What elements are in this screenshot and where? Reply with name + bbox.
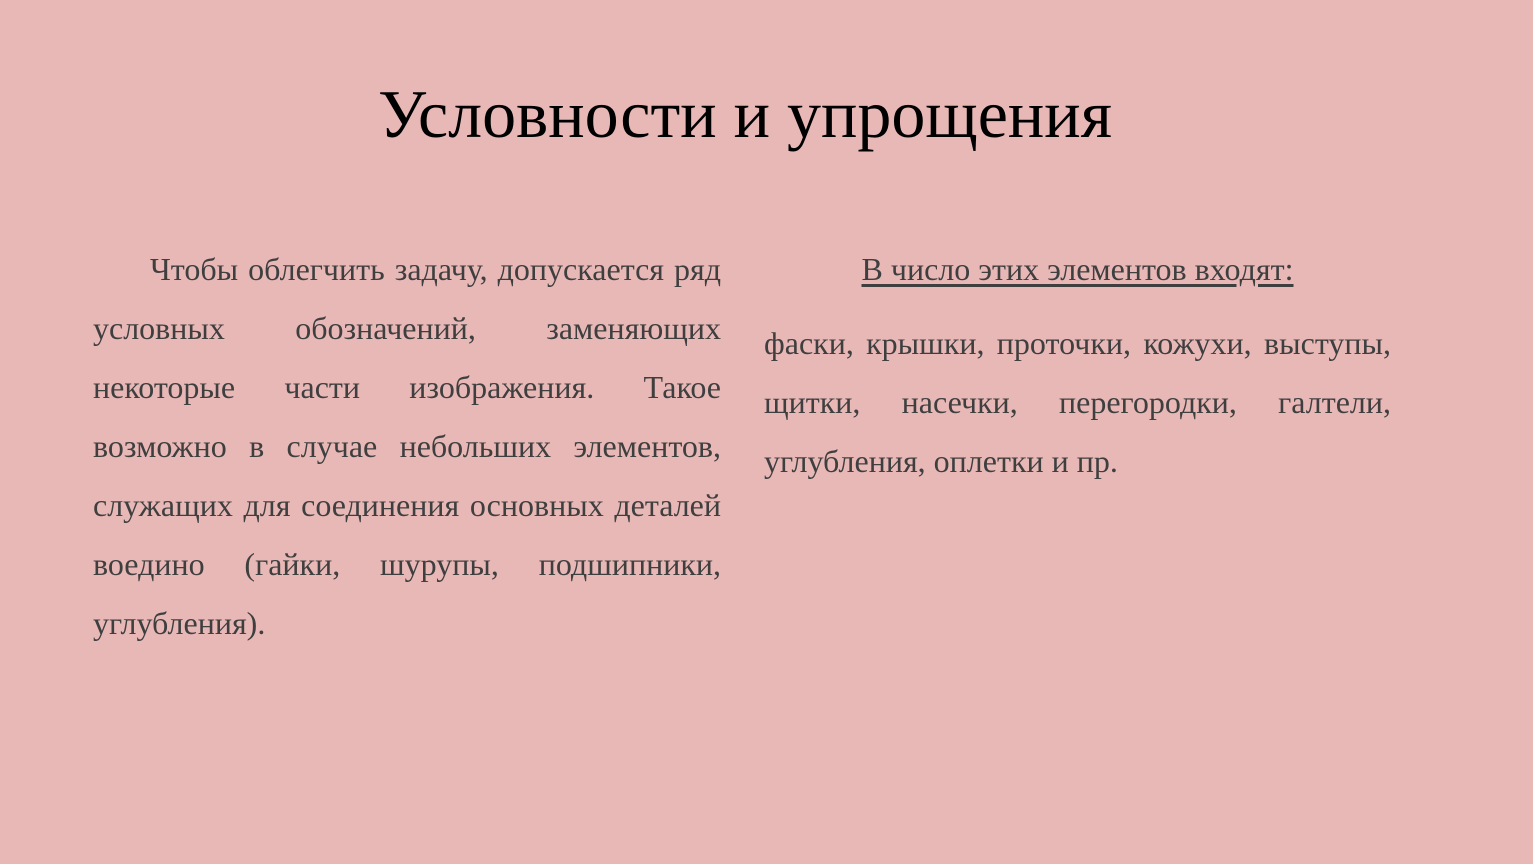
right-heading: В число этих элементов входят: xyxy=(861,251,1294,287)
right-heading-container xyxy=(764,240,1391,299)
left-paragraph: Чтобы облегчить задачу, допускается ряд условных обозначений, заменяющих некоторые части изображения. Такое возможно в случае небольших элементов, служащих для соединения основных деталей воедино (гайки, шурупы, подшипники, углубления). xyxy=(93,251,721,641)
right-paragraph: фаски, крышки, проточки, кожухи, выступы, щитки, насечки, перегородки, галтели, углубления, оплетки и пр. xyxy=(764,325,1391,479)
slide-title: Условности и упрощения xyxy=(378,76,1112,152)
right-column xyxy=(764,240,1391,491)
